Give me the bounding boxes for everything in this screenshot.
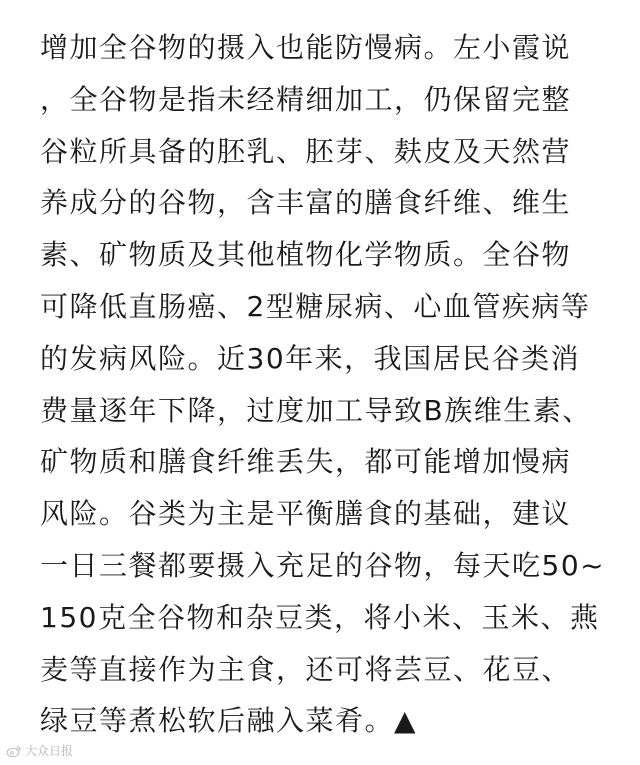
article-line: 的发病风险。近30年来，我国居民谷类消: [40, 341, 581, 375]
article-line: 150克全谷物和杂豆类，将小米、玉米、燕: [40, 600, 600, 634]
article-line: 费量逐年下降，过度加工导致B族维生素、: [40, 393, 592, 427]
article-line: ，全谷物是指未经精细加工，仍保留完整: [40, 82, 572, 116]
article-line: 可降低直肠癌、2型糖尿病、心血管疾病等: [40, 289, 591, 323]
article-line: 素、矿物质及其他植物化学物质。全谷物: [40, 238, 572, 272]
article-line: 一日三餐都要摄入充足的谷物，每天吃50~: [40, 548, 606, 582]
article-line: 养成分的谷物，含丰富的膳食纤维、维生: [40, 186, 572, 220]
article-line: 谷粒所具备的胚乳、胚芽、麸皮及天然营: [40, 134, 572, 168]
weibo-icon: [6, 744, 22, 758]
article-line: 增加全谷物的摄入也能防慢病。左小霞说: [40, 31, 572, 64]
article-line: 绿豆等煮松软后融入菜肴。▲: [40, 704, 418, 738]
watermark-text: 大众日报: [25, 744, 74, 758]
article-body: [40, 22, 606, 747]
watermark: [6, 742, 73, 759]
article-line: 矿物质和膳食纤维丢失，都可能增加慢病: [40, 445, 572, 479]
article-line: 麦等直接作为主食，还可将芸豆、花豆、: [40, 652, 572, 686]
article-line: 风险。谷类为主是平衡膳食的基础，建议: [40, 497, 572, 531]
